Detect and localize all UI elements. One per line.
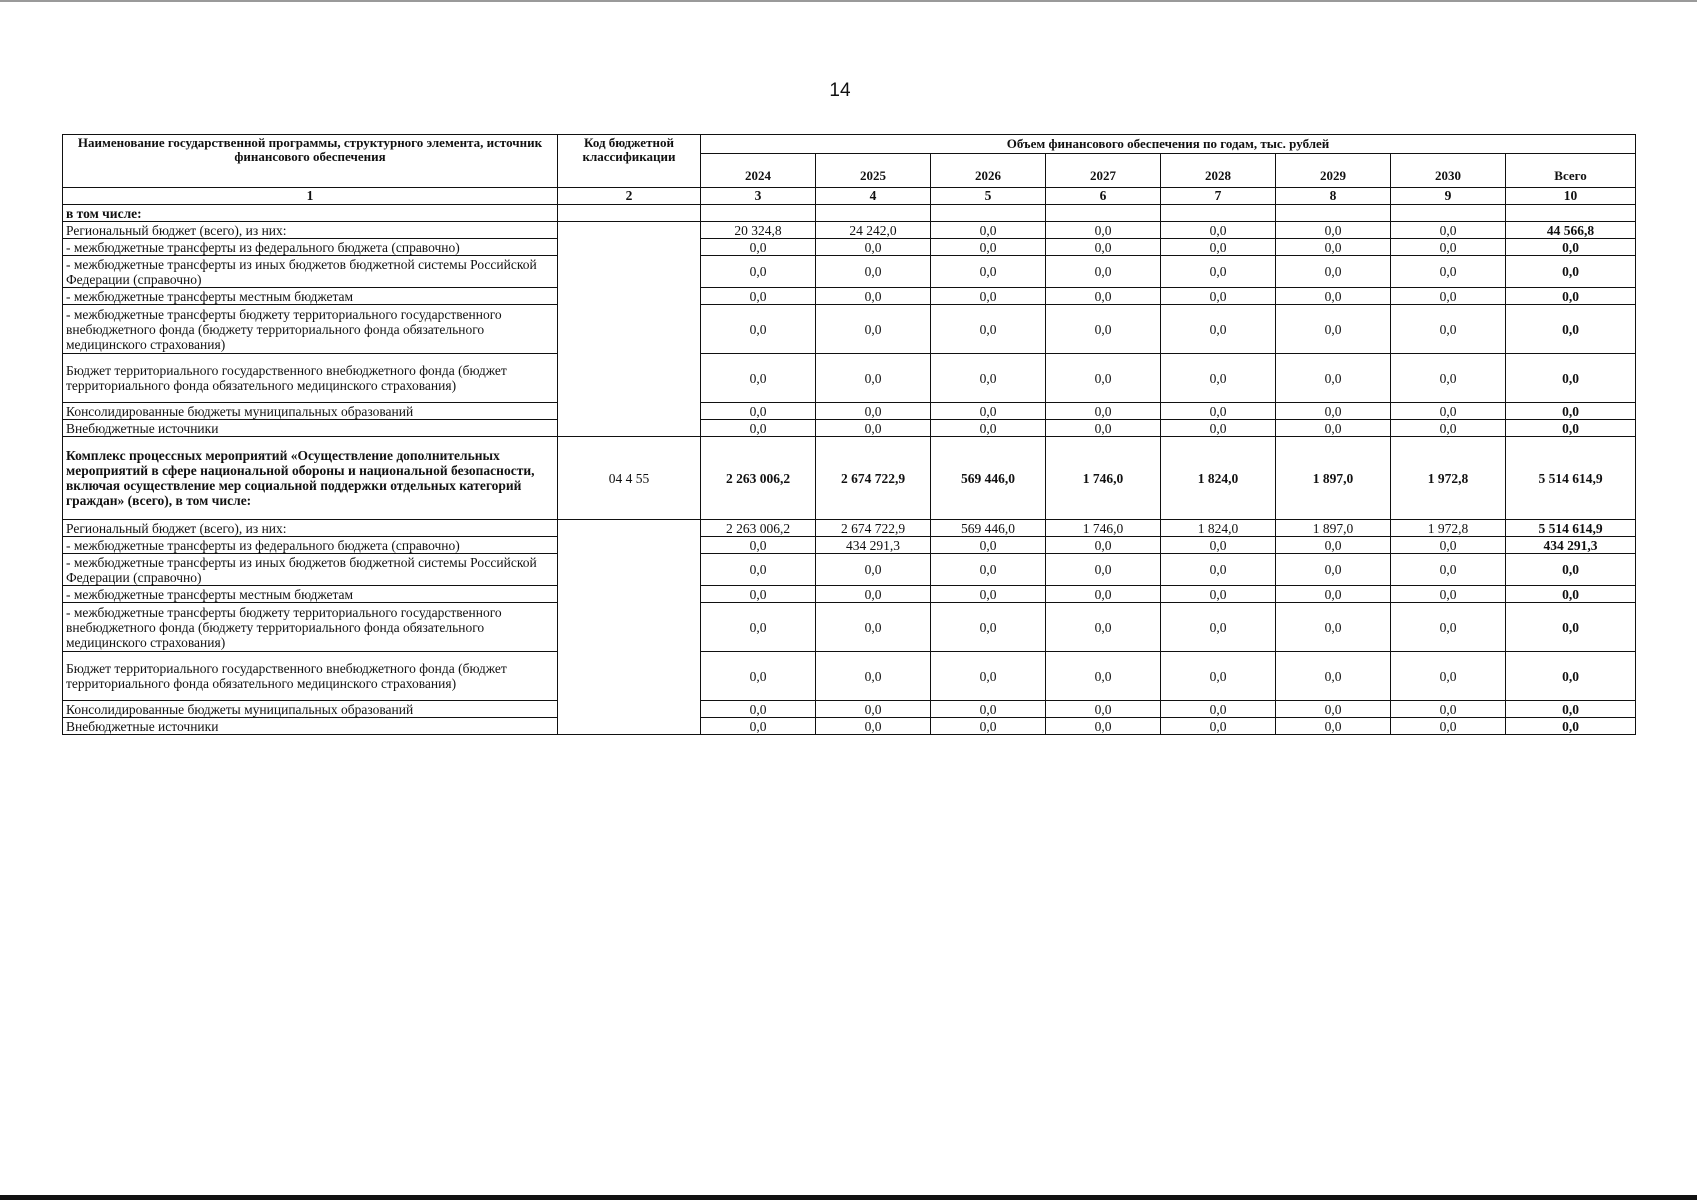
header-volume: Объем финансового обеспечения по годам, тыс. рублей xyxy=(701,135,1636,154)
table-row xyxy=(63,537,1636,554)
row-name: Региональный бюджет (всего), из них: xyxy=(63,520,558,537)
row-value: 569 446,0 xyxy=(931,437,1046,520)
table-row xyxy=(63,305,1636,354)
row-value: 2 263 006,2 xyxy=(701,520,816,537)
bottom-scan-border xyxy=(0,1195,1697,1200)
row-total: 0,0 xyxy=(1506,603,1636,652)
column-number-row xyxy=(63,188,1636,205)
row-value: 0,0 xyxy=(1391,403,1506,420)
header-year: 2029 xyxy=(1276,154,1391,188)
row-value: 0,0 xyxy=(701,718,816,735)
header-row-1 xyxy=(63,135,1636,154)
table-row xyxy=(63,239,1636,256)
header-year: 2024 xyxy=(701,154,816,188)
row-value: 0,0 xyxy=(701,603,816,652)
row-value: 0,0 xyxy=(816,718,931,735)
row-value: 0,0 xyxy=(701,354,816,403)
row-name: Региональный бюджет (всего), из них: xyxy=(63,222,558,239)
header-year: 2030 xyxy=(1391,154,1506,188)
header-year: 2026 xyxy=(931,154,1046,188)
row-value: 0,0 xyxy=(1276,222,1391,239)
row-value: 1 972,8 xyxy=(1391,437,1506,520)
column-number: 6 xyxy=(1046,188,1161,205)
row-value: 0,0 xyxy=(701,652,816,701)
row-value: 0,0 xyxy=(701,537,816,554)
row-value: 0,0 xyxy=(931,222,1046,239)
table-row xyxy=(63,420,1636,437)
table-row-program xyxy=(63,437,1636,520)
row-value: 0,0 xyxy=(816,554,931,586)
row-value: 0,0 xyxy=(1046,554,1161,586)
row-value: 0,0 xyxy=(1276,305,1391,354)
row-value: 0,0 xyxy=(816,420,931,437)
row-value xyxy=(816,205,931,222)
row-value: 0,0 xyxy=(701,305,816,354)
row-value: 0,0 xyxy=(1046,586,1161,603)
row-value: 0,0 xyxy=(1391,305,1506,354)
row-value: 2 263 006,2 xyxy=(701,437,816,520)
row-value: 0,0 xyxy=(1391,603,1506,652)
row-value: 0,0 xyxy=(1046,305,1161,354)
row-code xyxy=(558,205,701,222)
column-number: 4 xyxy=(816,188,931,205)
row-value: 0,0 xyxy=(701,403,816,420)
row-total: 0,0 xyxy=(1506,239,1636,256)
row-value: 24 242,0 xyxy=(816,222,931,239)
row-value: 1 897,0 xyxy=(1276,437,1391,520)
row-value xyxy=(701,205,816,222)
row-value: 2 674 722,9 xyxy=(816,520,931,537)
row-name: Бюджет территориального государственного внебюджетного фонда (бюджет территориального фонда обязательного медицинского страхования) xyxy=(63,652,558,701)
table-row xyxy=(63,586,1636,603)
table-row xyxy=(63,554,1636,586)
row-value: 0,0 xyxy=(1161,354,1276,403)
row-value: 0,0 xyxy=(1161,537,1276,554)
row-value: 0,0 xyxy=(1276,701,1391,718)
row-name: - межбюджетные трансферты из иных бюджетов бюджетной системы Российской Федерации (справочно) xyxy=(63,554,558,586)
row-value: 0,0 xyxy=(816,403,931,420)
column-number: 9 xyxy=(1391,188,1506,205)
row-value: 0,0 xyxy=(701,288,816,305)
row-value: 0,0 xyxy=(1276,403,1391,420)
row-value: 0,0 xyxy=(1046,537,1161,554)
row-value: 0,0 xyxy=(1391,222,1506,239)
column-number: 3 xyxy=(701,188,816,205)
table-row xyxy=(63,222,1636,239)
row-value: 1 746,0 xyxy=(1046,520,1161,537)
row-name: Внебюджетные источники xyxy=(63,420,558,437)
row-value: 0,0 xyxy=(931,354,1046,403)
table-row xyxy=(63,520,1636,537)
row-value: 0,0 xyxy=(931,305,1046,354)
row-value: 20 324,8 xyxy=(701,222,816,239)
row-value: 0,0 xyxy=(1276,288,1391,305)
row-value: 0,0 xyxy=(931,256,1046,288)
row-value xyxy=(1391,205,1506,222)
row-value: 0,0 xyxy=(1391,239,1506,256)
row-value: 0,0 xyxy=(1046,701,1161,718)
row-value: 0,0 xyxy=(1276,256,1391,288)
row-total: 5 514 614,9 xyxy=(1506,520,1636,537)
row-value: 0,0 xyxy=(816,354,931,403)
row-value: 0,0 xyxy=(931,586,1046,603)
row-value: 0,0 xyxy=(816,305,931,354)
row-value: 0,0 xyxy=(1046,420,1161,437)
row-value: 0,0 xyxy=(1046,354,1161,403)
row-value: 1 746,0 xyxy=(1046,437,1161,520)
row-value: 0,0 xyxy=(1391,420,1506,437)
row-value: 0,0 xyxy=(701,256,816,288)
row-value: 0,0 xyxy=(1046,288,1161,305)
column-number: 10 xyxy=(1506,188,1636,205)
row-value: 0,0 xyxy=(1276,603,1391,652)
row-value: 0,0 xyxy=(816,239,931,256)
row-value: 0,0 xyxy=(701,554,816,586)
column-number: 5 xyxy=(931,188,1046,205)
row-value: 1 824,0 xyxy=(1161,437,1276,520)
row-value: 0,0 xyxy=(1276,652,1391,701)
row-name: Комплекс процессных мероприятий «Осуществление дополнительных мероприятий в сфере национальной обороны и национальной безопасности, включая осуществление мер социальной поддержки отдельных категорий граждан» (всего), в том числе: xyxy=(63,437,558,520)
table-row xyxy=(63,652,1636,701)
row-value: 0,0 xyxy=(1391,718,1506,735)
header-year: 2027 xyxy=(1046,154,1161,188)
row-value: 0,0 xyxy=(931,403,1046,420)
row-value: 0,0 xyxy=(1391,586,1506,603)
financing-table xyxy=(62,134,1636,735)
row-value: 0,0 xyxy=(931,554,1046,586)
row-value: 0,0 xyxy=(1161,701,1276,718)
row-value: 0,0 xyxy=(931,701,1046,718)
header-total: Всего xyxy=(1506,154,1636,188)
row-value: 0,0 xyxy=(1161,603,1276,652)
table-row xyxy=(63,354,1636,403)
row-value: 0,0 xyxy=(1161,652,1276,701)
row-code: 04 4 55 xyxy=(558,437,701,520)
row-value: 0,0 xyxy=(1161,718,1276,735)
table-row xyxy=(63,701,1636,718)
row-name: - межбюджетные трансферты бюджету территориального государственного внебюджетного фонда (бюджету территориального фонда обязательного медицинского страхования) xyxy=(63,305,558,354)
row-name: - межбюджетные трансферты бюджету территориального государственного внебюджетного фонда (бюджету территориального фонда обязательного медицинского страхования) xyxy=(63,603,558,652)
row-value xyxy=(1276,205,1391,222)
row-value: 0,0 xyxy=(701,701,816,718)
row-value: 2 674 722,9 xyxy=(816,437,931,520)
row-value: 0,0 xyxy=(701,239,816,256)
row-name: - межбюджетные трансферты местным бюджетам xyxy=(63,586,558,603)
row-total: 0,0 xyxy=(1506,420,1636,437)
row-value: 0,0 xyxy=(1391,701,1506,718)
row-value: 0,0 xyxy=(1391,256,1506,288)
column-number: 7 xyxy=(1161,188,1276,205)
row-value: 0,0 xyxy=(701,420,816,437)
row-value: 0,0 xyxy=(1391,537,1506,554)
row-value: 0,0 xyxy=(1391,652,1506,701)
row-total: 0,0 xyxy=(1506,586,1636,603)
row-value xyxy=(1161,205,1276,222)
row-value: 0,0 xyxy=(931,652,1046,701)
header-code: Код бюджетной классификации xyxy=(558,135,701,188)
row-value: 0,0 xyxy=(1161,256,1276,288)
row-value: 1 824,0 xyxy=(1161,520,1276,537)
row-value: 0,0 xyxy=(1276,354,1391,403)
page-number: 14 xyxy=(829,80,851,101)
header-year: 2025 xyxy=(816,154,931,188)
row-value: 1 972,8 xyxy=(1391,520,1506,537)
row-total: 0,0 xyxy=(1506,718,1636,735)
row-total: 434 291,3 xyxy=(1506,537,1636,554)
row-value: 0,0 xyxy=(1161,222,1276,239)
row-value: 0,0 xyxy=(931,603,1046,652)
row-value: 0,0 xyxy=(931,718,1046,735)
row-name: - межбюджетные трансферты местным бюджетам xyxy=(63,288,558,305)
row-value: 0,0 xyxy=(931,420,1046,437)
row-name: - межбюджетные трансферты из федерального бюджета (справочно) xyxy=(63,537,558,554)
row-value: 0,0 xyxy=(1276,718,1391,735)
row-value: 0,0 xyxy=(1276,420,1391,437)
row-value: 0,0 xyxy=(1046,222,1161,239)
row-total xyxy=(1506,205,1636,222)
row-value: 0,0 xyxy=(1276,554,1391,586)
row-code-merged xyxy=(558,222,701,437)
row-name: Консолидированные бюджеты муниципальных образований xyxy=(63,701,558,718)
table-row xyxy=(63,256,1636,288)
row-total: 0,0 xyxy=(1506,305,1636,354)
row-total: 0,0 xyxy=(1506,554,1636,586)
row-value xyxy=(931,205,1046,222)
table-row xyxy=(63,205,1636,222)
row-name: Консолидированные бюджеты муниципальных образований xyxy=(63,403,558,420)
row-value: 0,0 xyxy=(1276,239,1391,256)
row-total: 0,0 xyxy=(1506,288,1636,305)
row-value: 0,0 xyxy=(816,256,931,288)
row-value: 0,0 xyxy=(1161,403,1276,420)
row-value: 1 897,0 xyxy=(1276,520,1391,537)
row-value: 0,0 xyxy=(1391,554,1506,586)
header-name: Наименование государственной программы, структурного элемента, источник финансового обеспечения xyxy=(63,135,558,188)
row-value: 0,0 xyxy=(1391,354,1506,403)
row-value: 0,0 xyxy=(816,586,931,603)
row-total: 0,0 xyxy=(1506,652,1636,701)
row-total: 44 566,8 xyxy=(1506,222,1636,239)
row-value: 0,0 xyxy=(1391,288,1506,305)
row-value: 0,0 xyxy=(1161,554,1276,586)
table-row xyxy=(63,603,1636,652)
row-name: Бюджет территориального государственного внебюджетного фонда (бюджет территориального фонда обязательного медицинского страхования) xyxy=(63,354,558,403)
top-scan-line xyxy=(0,0,1697,2)
row-value: 0,0 xyxy=(1046,403,1161,420)
row-value: 0,0 xyxy=(701,586,816,603)
table-row xyxy=(63,718,1636,735)
row-value: 0,0 xyxy=(816,652,931,701)
row-value: 0,0 xyxy=(816,701,931,718)
row-value: 0,0 xyxy=(1161,586,1276,603)
row-value: 0,0 xyxy=(1046,652,1161,701)
row-code-merged xyxy=(558,520,701,735)
row-total: 5 514 614,9 xyxy=(1506,437,1636,520)
row-total: 0,0 xyxy=(1506,403,1636,420)
column-number: 8 xyxy=(1276,188,1391,205)
row-total: 0,0 xyxy=(1506,701,1636,718)
row-value: 434 291,3 xyxy=(816,537,931,554)
table-row xyxy=(63,403,1636,420)
table-row xyxy=(63,288,1636,305)
row-value xyxy=(1046,205,1161,222)
row-name: в том числе: xyxy=(63,205,558,222)
column-number: 1 xyxy=(63,188,558,205)
row-total: 0,0 xyxy=(1506,354,1636,403)
row-value: 0,0 xyxy=(1161,239,1276,256)
row-value: 0,0 xyxy=(1161,420,1276,437)
row-value: 0,0 xyxy=(1046,718,1161,735)
row-value: 0,0 xyxy=(816,288,931,305)
row-value: 0,0 xyxy=(1276,537,1391,554)
row-value: 0,0 xyxy=(1276,586,1391,603)
row-value: 0,0 xyxy=(931,537,1046,554)
row-value: 569 446,0 xyxy=(931,520,1046,537)
row-value: 0,0 xyxy=(1161,288,1276,305)
row-total: 0,0 xyxy=(1506,256,1636,288)
row-value: 0,0 xyxy=(1046,239,1161,256)
row-name: - межбюджетные трансферты из федерального бюджета (справочно) xyxy=(63,239,558,256)
row-name: Внебюджетные источники xyxy=(63,718,558,735)
row-value: 0,0 xyxy=(1161,305,1276,354)
row-name: - межбюджетные трансферты из иных бюджетов бюджетной системы Российской Федерации (справочно) xyxy=(63,256,558,288)
header-year: 2028 xyxy=(1161,154,1276,188)
row-value: 0,0 xyxy=(816,603,931,652)
column-number: 2 xyxy=(558,188,701,205)
row-value: 0,0 xyxy=(1046,603,1161,652)
row-value: 0,0 xyxy=(931,239,1046,256)
row-value: 0,0 xyxy=(931,288,1046,305)
row-value: 0,0 xyxy=(1046,256,1161,288)
